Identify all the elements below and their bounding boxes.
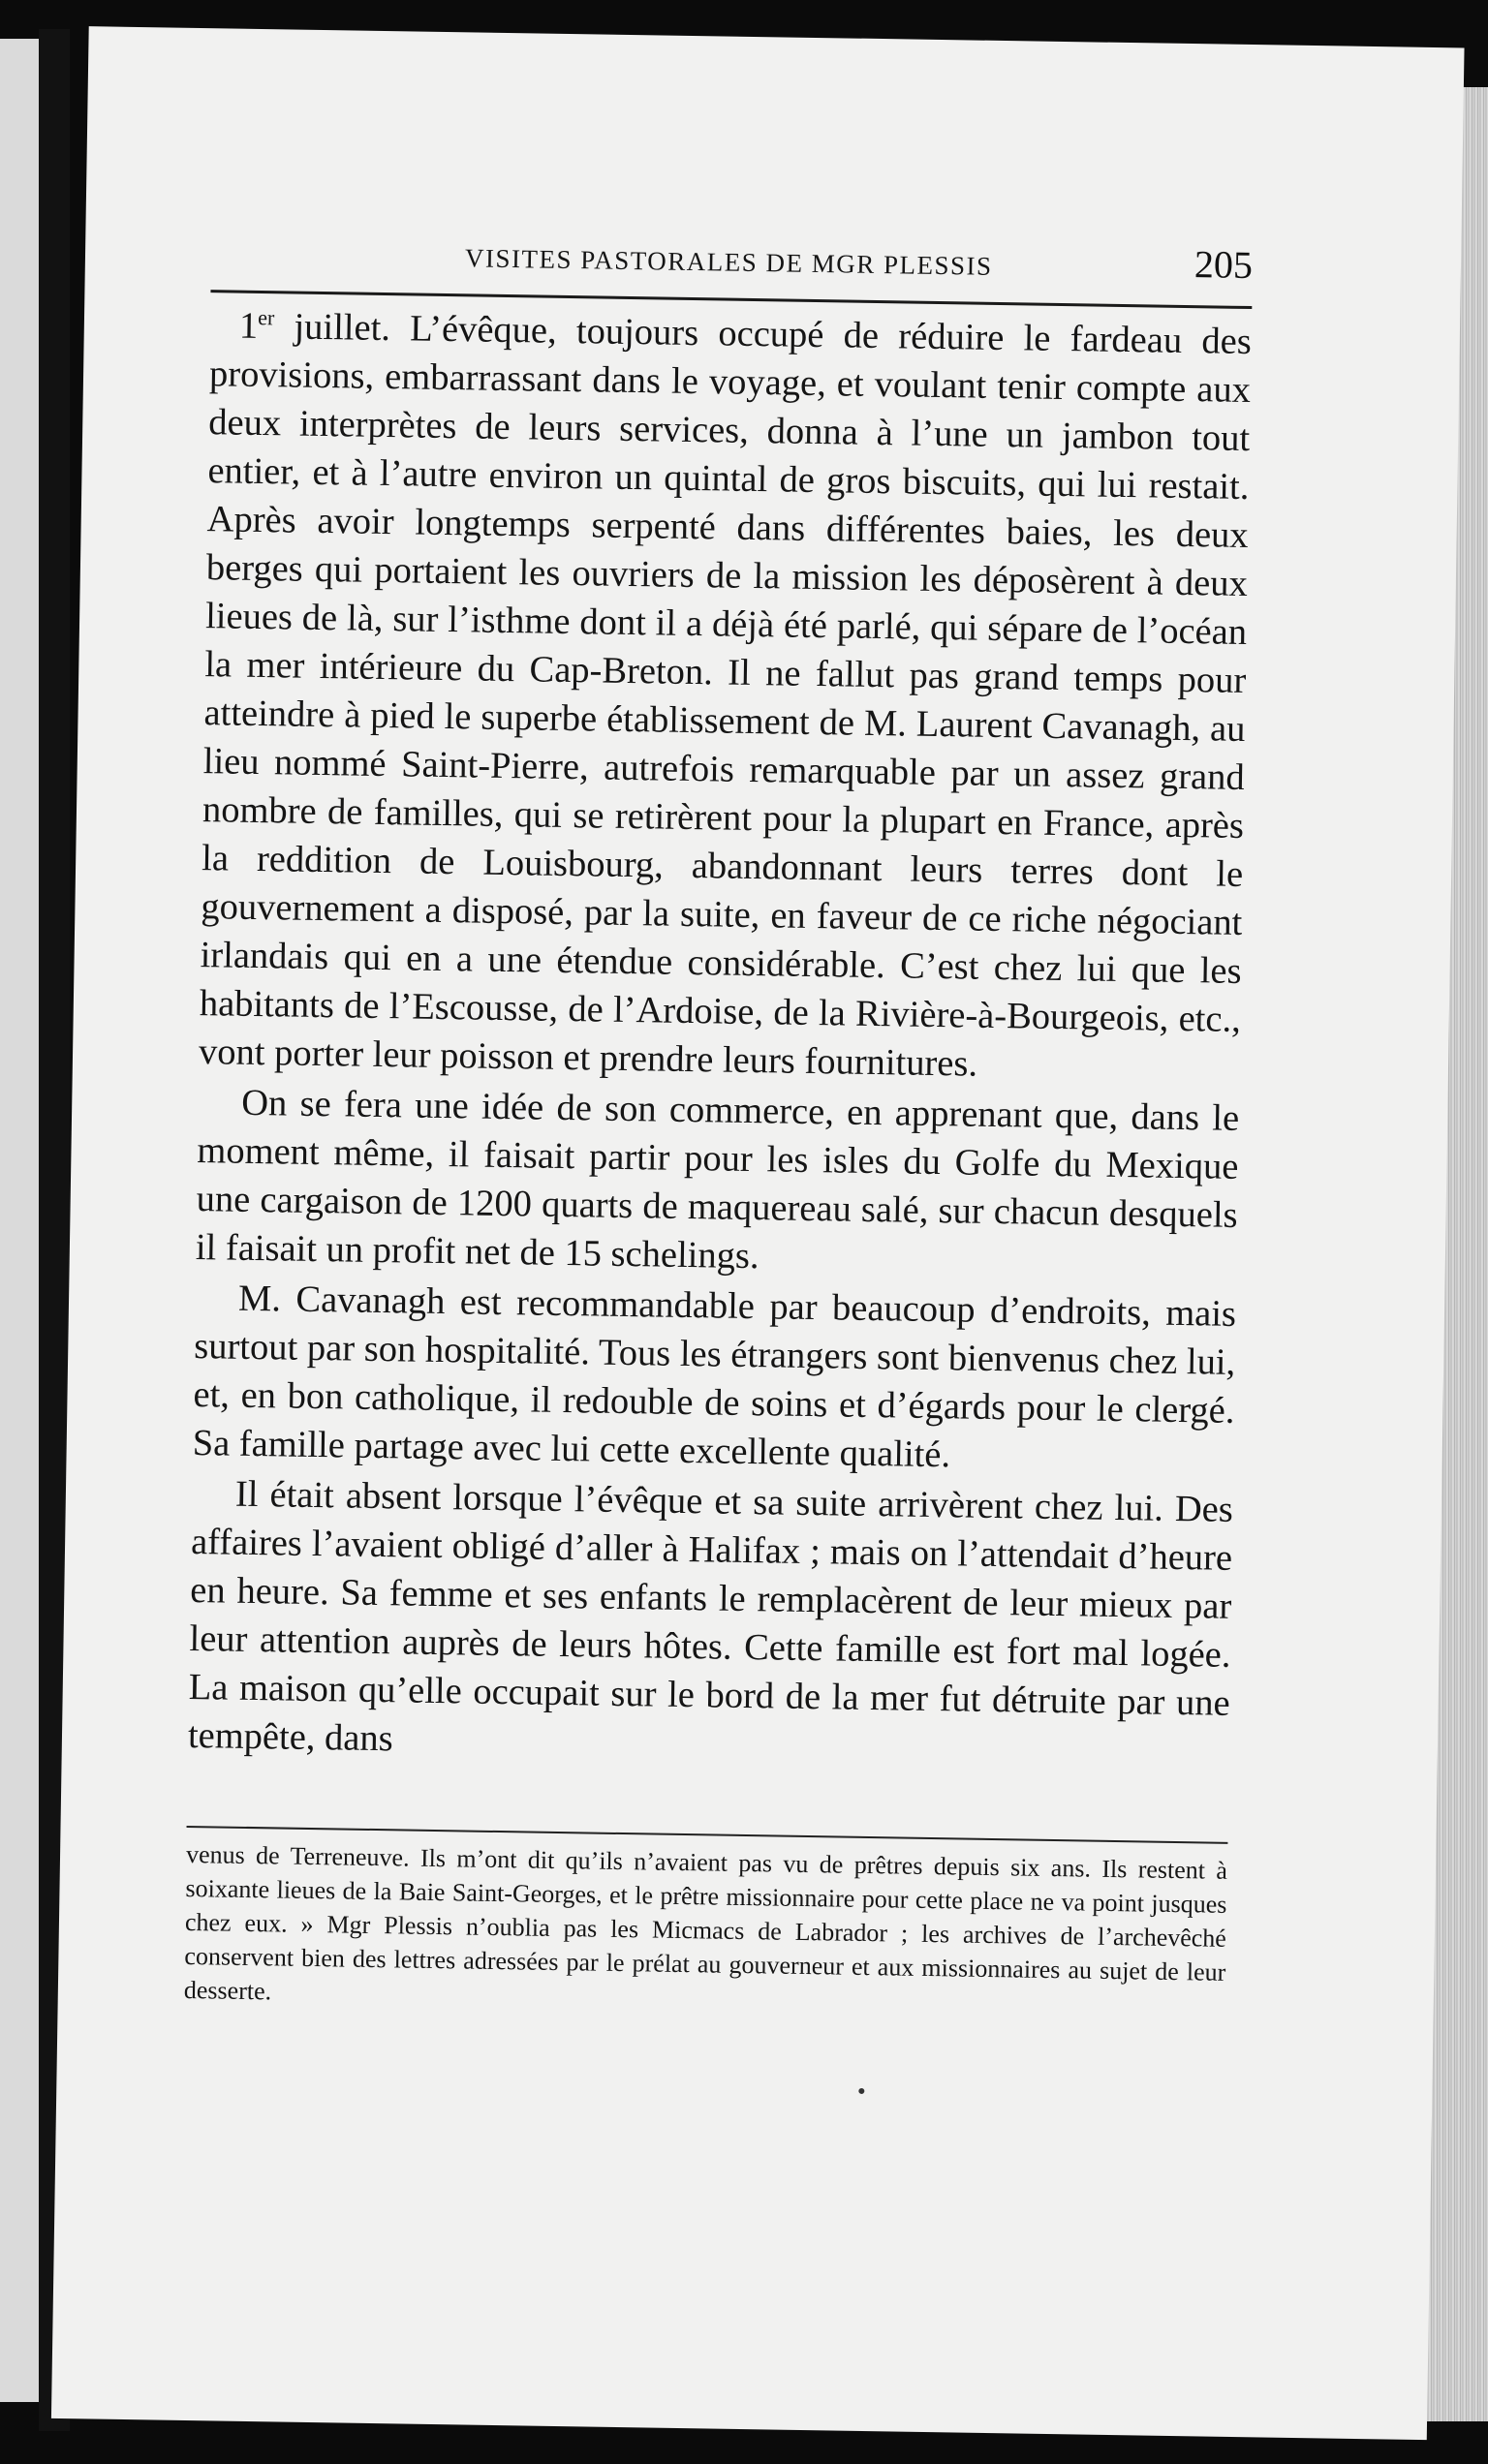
paragraph-2: On se fera une idée de son commerce, en apprenant que, dans le moment même, il faisait partir pour les isles du Golfe du Mexique une cargaison de 1200 quarts de maquereau salé, sur chacun desquels il faisait un profit net de 15 schelings. [195, 1082, 1240, 1278]
running-title: VISITES PASTORALES DE MGR PLESSIS [464, 243, 993, 281]
paragraph-1 [199, 301, 1252, 1093]
footnote: venus de Terreneuve. Ils m’ont dit qu’ils n’avaient pas vu de prêtres depuis six ans. Ils restent à soixante lieues de la Baie Saint-Georges, et le prêtre missionnaire pour cette place ne va point jusques chez eux. » Mgr Plessis n’oublia pas les Micmacs de Labrador ; les archives de l’archevêché conservent bien des lettres adressées par le prélat au gouverneur et aux missionnaires au sujet de leur desserte. [183, 1839, 1228, 2006]
ink-speck [858, 2088, 864, 2094]
page [51, 26, 1465, 2440]
date-superscript: er [258, 305, 275, 330]
body-text [188, 301, 1253, 1778]
paragraph-4: Il était absent lorsque l’évêque et sa suite arrivèrent chez lui. Des affaires l’avaient obligé d’aller à Halifax ; mais on l’attendait d’heure en heure. Sa femme et ses enfants le remplacèrent de leur mieux par leur attention auprès de leurs hôtes. Cette famille est fort mal logée. La maison qu’elle occupait sur le bord de la mer fut détruite par une tempête, dans [187, 1473, 1234, 1760]
page-number: 205 [1194, 242, 1254, 288]
facing-page-edge [0, 39, 39, 2402]
paragraph-1-text: juillet. L’évêque, toujours occupé de réduire le fardeau des provisions, embarrassant dans le voyage, et voulant tenir compte aux deux interprètes de leurs services, donna à l’une un jambon tout entier, et à l’autre environ un quintal de gros biscuits, qui lui restait. Après avoir longtemps serpenté dans différentes baies, les deux berges qui portaient les ouvriers de la mission les déposèrent à deux lieues de là, sur l’isthme dont il a déjà été parlé, qui sépare de l’océan la mer intérieure du Cap-Breton. Il ne fallut pas grand temps pour atteindre à pied le superbe établissement de M. Laurent Cavanagh, au lieu nommé Saint-Pierre, autrefois remarquable par un assez grand nombre de familles, qui se retirèrent pour la plupart en France, après la reddition de Louisbourg, abandonnant leurs terres dont le gouvernement a disposé, par la suite, en faveur de ce riche négociant irlandais qui en a une étendue considérable. C’est chez lui que les habitants de l’Escousse, de l’Ardoise, de la Rivière-à-Bourgeois, etc., vont porter leur poisson et prendre leurs fournitures. [198, 306, 1253, 1085]
date-number: 1 [238, 305, 259, 347]
paragraph-3: M. Cavanagh est recommandable par beaucoup d’endroits, mais surtout par son hospitalité. Tous les étrangers sont bienvenus chez lui, et, en bon catholique, il redouble de soins et d’égards pour le clergé. Sa famille partage avec lui cette excellente qualité. [192, 1278, 1237, 1476]
running-head [210, 202, 1253, 309]
